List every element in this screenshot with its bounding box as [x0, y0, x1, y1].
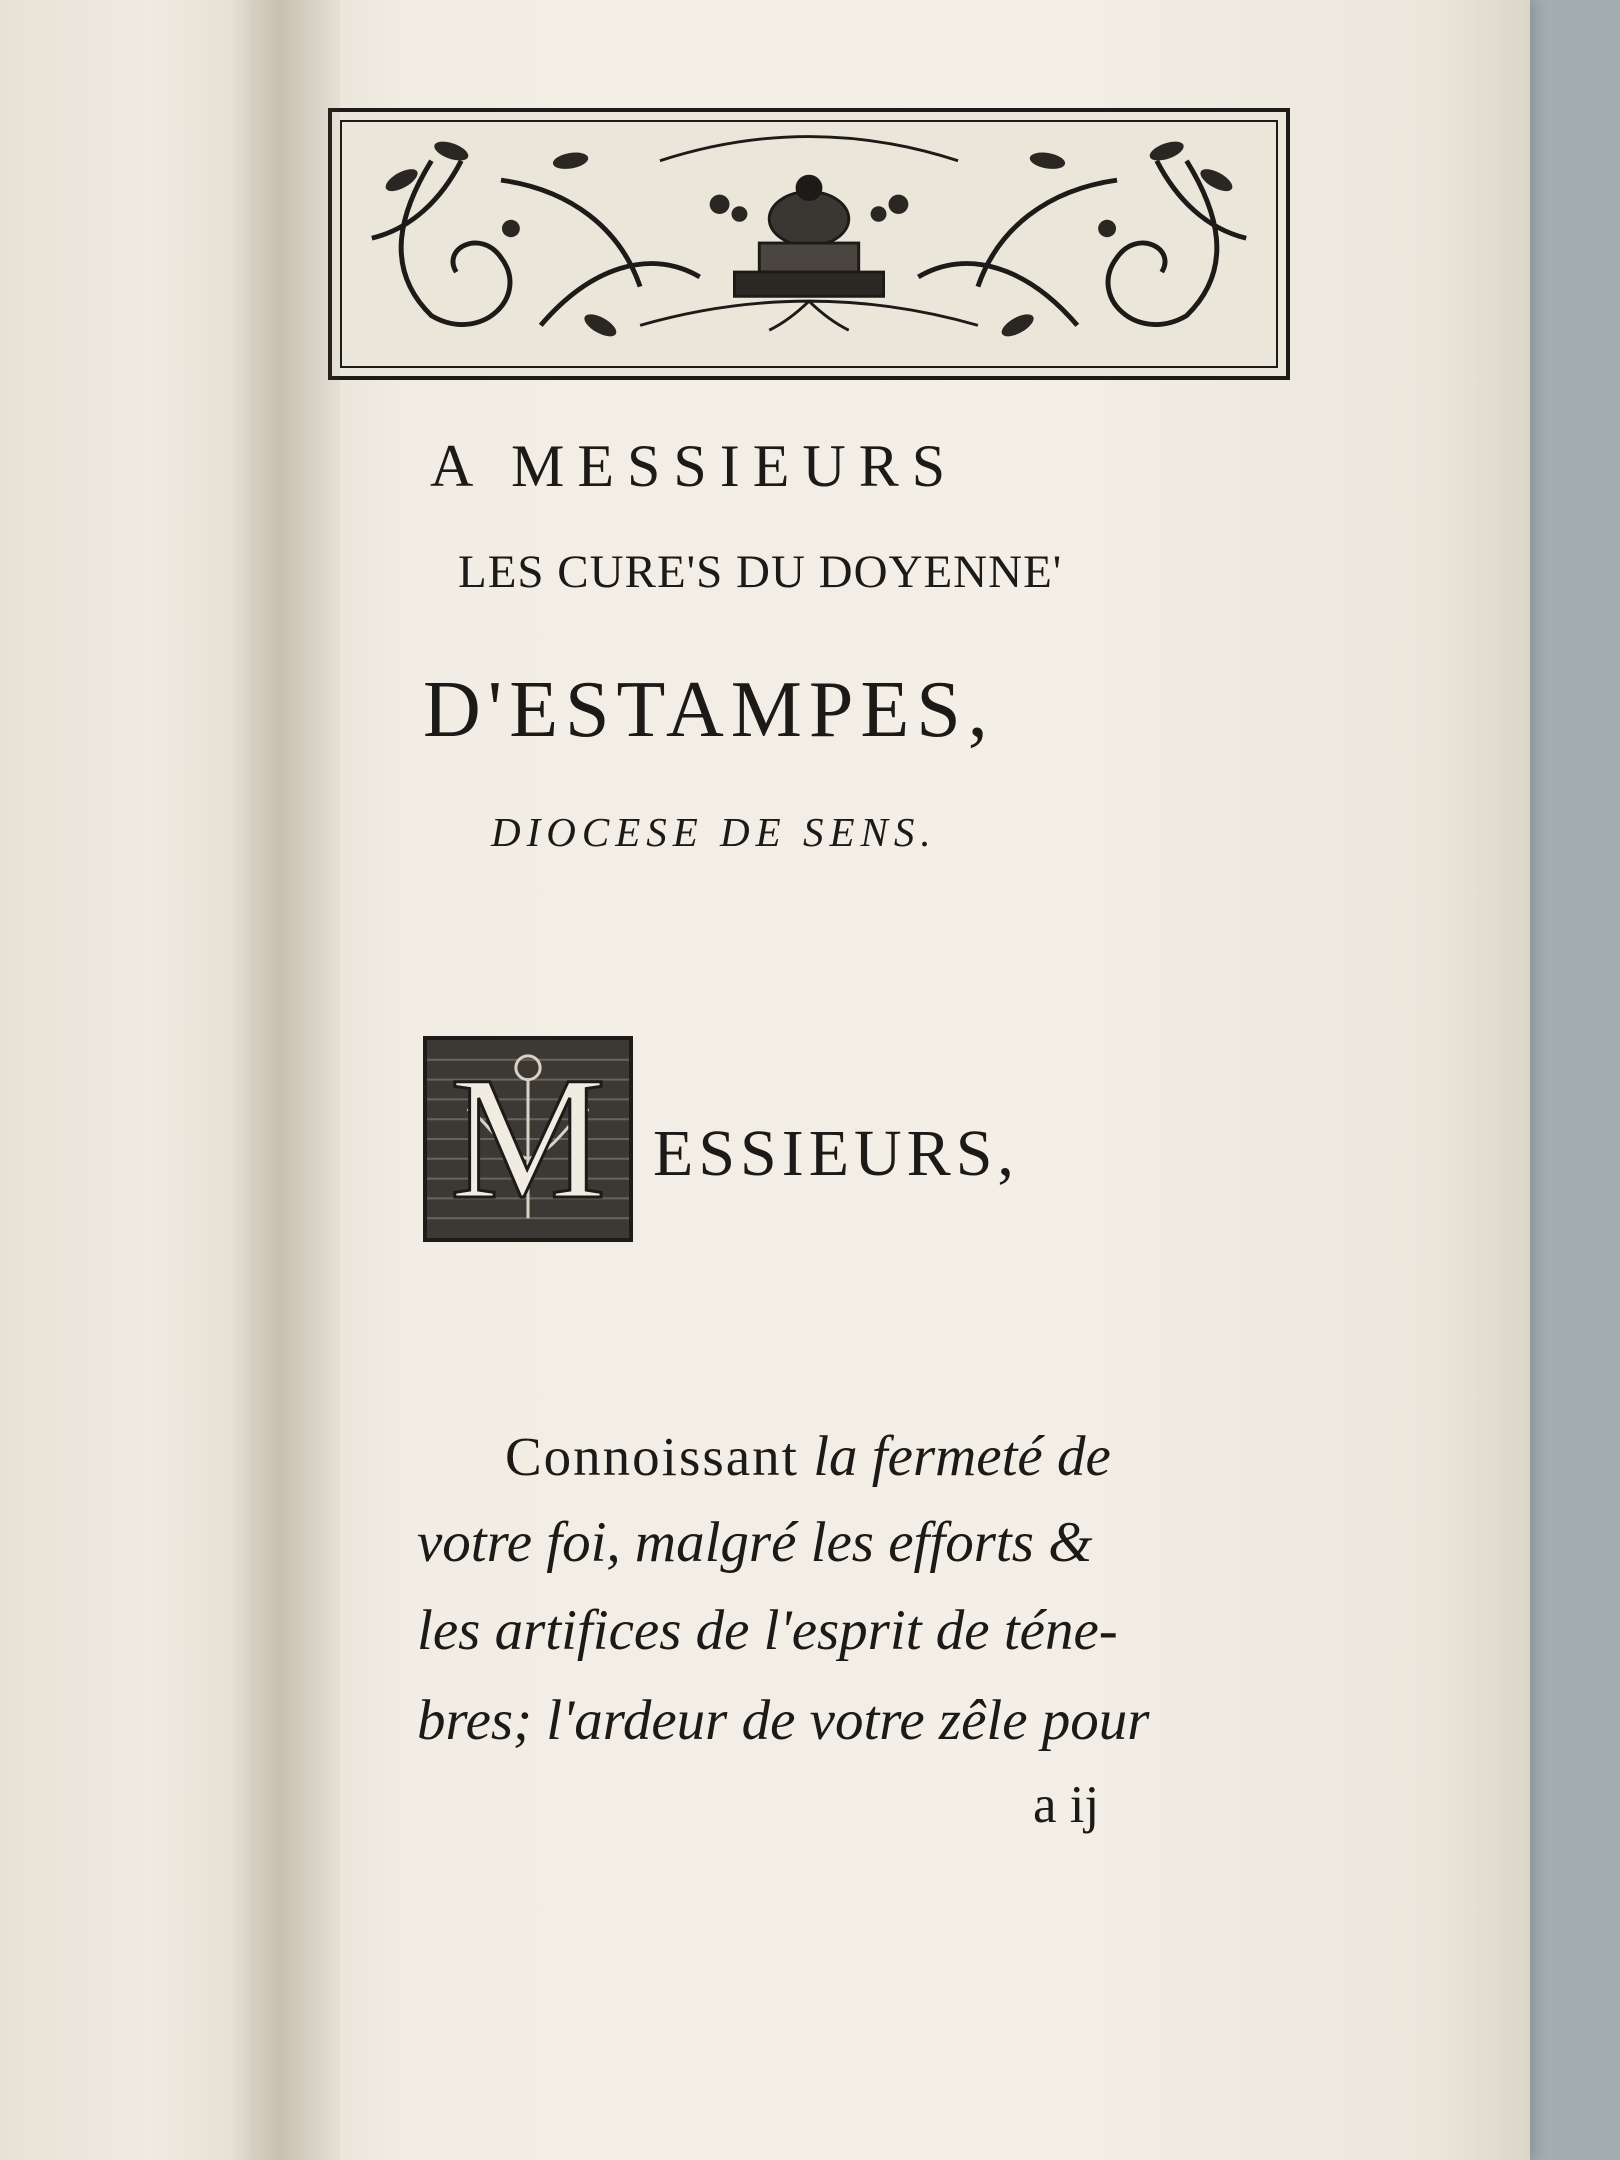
- body-line-3: les artifices de l'esprit de téne-: [417, 1599, 1118, 1662]
- book-gutter-shadow: [230, 0, 340, 2160]
- drop-cap-letter: M: [449, 1041, 607, 1236]
- body-line-4: bres; l'ardeur de votre zêle pour: [417, 1689, 1150, 1752]
- drop-cap-initial: [423, 1036, 633, 1242]
- heading-line-2: LES CURE'S DU DOYENNE': [458, 546, 1063, 598]
- page-content: [255, 0, 1530, 2160]
- book-page: [255, 0, 1530, 2160]
- salutation-rest: ESSIEURS,: [653, 1117, 1019, 1190]
- heading-line-4: DIOCESE DE SENS.: [491, 809, 937, 855]
- floral-headpiece-icon: [342, 122, 1276, 366]
- headpiece-ornament: [328, 108, 1290, 380]
- heading-line-3: D'ESTAMPES,: [423, 666, 995, 754]
- body-line-1-rest: la fermeté de: [813, 1425, 1111, 1488]
- signature-mark: a ij: [1033, 1776, 1100, 1834]
- body-line-2: votre foi, malgré les efforts &: [417, 1511, 1093, 1574]
- body-line-1-smallcaps: Connoissant: [505, 1426, 799, 1487]
- heading-line-1: A MESSIEURS: [430, 433, 959, 499]
- body-line-1: [505, 1424, 1111, 1489]
